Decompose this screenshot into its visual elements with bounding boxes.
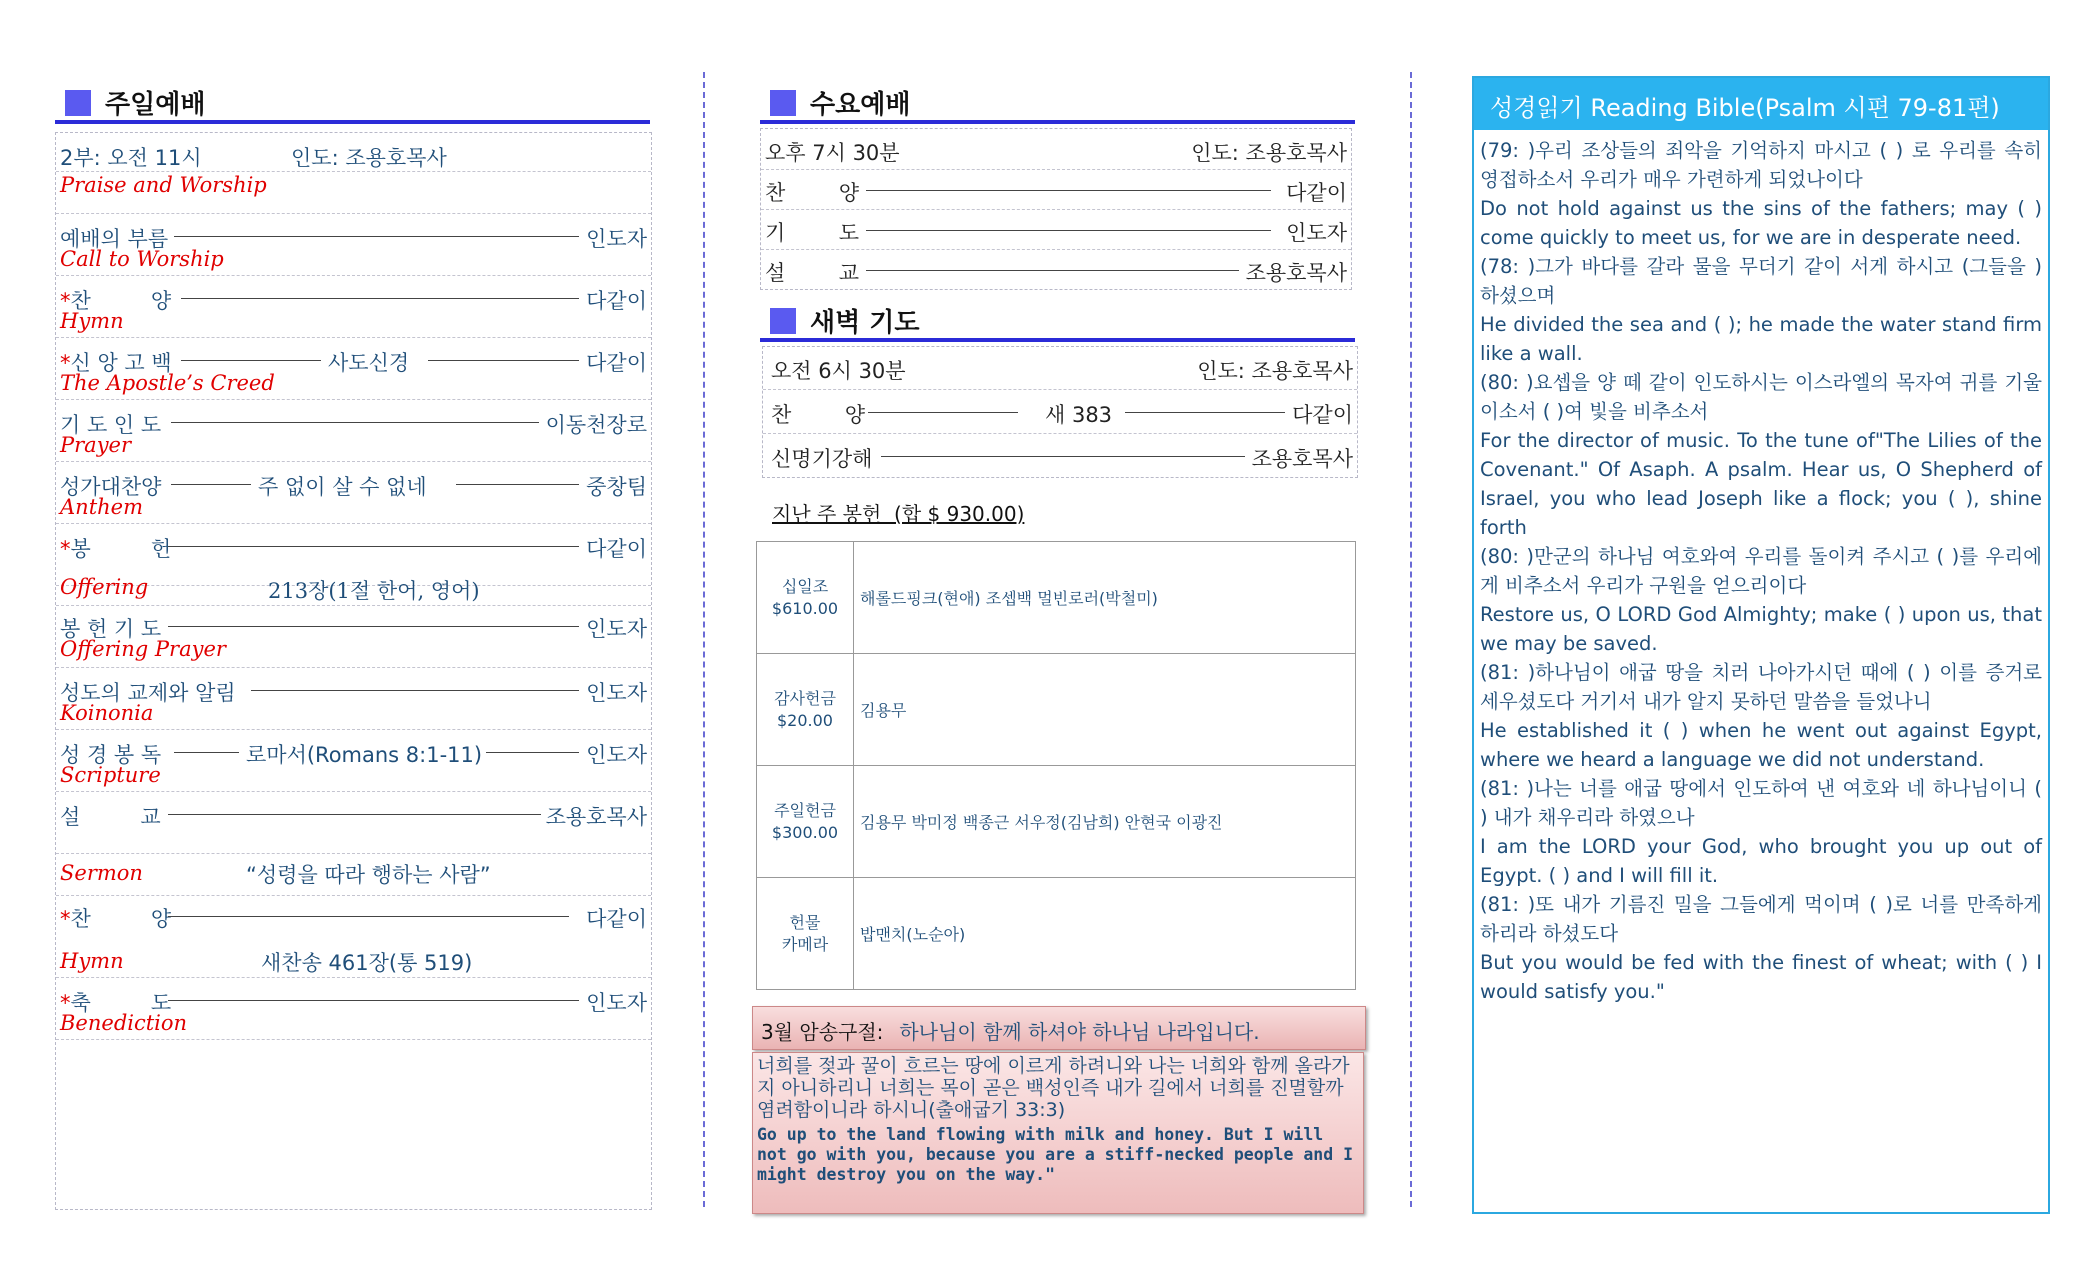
square-bullet-icon xyxy=(65,90,91,116)
stand-marker: * xyxy=(60,907,71,931)
order-item-detail: 주 없이 살 수 없네 xyxy=(258,475,427,499)
offering-category xyxy=(757,766,854,878)
wednesday-row-person: 인도자 xyxy=(1286,221,1347,245)
row-divider xyxy=(56,853,651,896)
wednesday-row-sermon xyxy=(761,249,1351,289)
order-item-english: Offering xyxy=(60,575,149,599)
praise-worship-label: Praise and Worship xyxy=(60,173,267,197)
bible-paragraph: He divided the sea and ( ); he made the water stand firm like a wall. xyxy=(1480,313,2042,365)
memory-verse-banner xyxy=(752,1006,1366,1050)
service-time-row xyxy=(56,133,651,172)
bible-paragraph: But you would be fed with the finest of wheat; with ( ) I would satisfy you." xyxy=(1480,951,2042,1003)
leader-line xyxy=(171,422,539,423)
dawn-prayer-title: 새벽 기도 xyxy=(810,308,920,338)
service-leader: 인도: 조용호목사 xyxy=(291,146,447,170)
wednesday-time-row xyxy=(761,129,1351,170)
order-item-label: 성도의 교제와 알림 xyxy=(60,681,236,705)
order-item-label: 축 도 xyxy=(70,991,172,1015)
leader-line xyxy=(251,690,579,691)
offering-category xyxy=(757,654,854,766)
offering-names: 해롤드핑크(현애) 조셉백 멀빈로러(박철미) xyxy=(854,542,1356,654)
order-item-english: Prayer xyxy=(60,433,132,457)
leader-line xyxy=(168,546,579,547)
sermon-title: “성령을 따라 행하는 사람” xyxy=(246,863,491,887)
bible-reading-body xyxy=(1480,136,2042,1006)
order-item-label: 찬 양 xyxy=(70,907,172,931)
wednesday-order-box xyxy=(760,128,1352,290)
wednesday-row-person: 조용호목사 xyxy=(1245,261,1347,285)
order-item-label: 성가대찬양 xyxy=(60,475,162,499)
leader-line xyxy=(174,752,239,753)
wednesday-service-header xyxy=(760,80,1355,124)
offering-table xyxy=(756,541,1356,990)
praise-worship-row xyxy=(56,171,651,214)
leader-line xyxy=(866,190,1271,191)
bible-reading-header xyxy=(1474,78,2048,130)
offering-amount: $20.00 xyxy=(777,710,833,730)
dawn-order-box xyxy=(762,346,1358,478)
order-item-person: 다같이 xyxy=(586,289,647,313)
order-item-english: Sermon xyxy=(60,861,143,885)
offering-row-tithe xyxy=(757,542,1356,654)
offering-amount: $300.00 xyxy=(771,822,839,842)
order-item-english: Call to Worship xyxy=(60,247,224,271)
dawn-time-row xyxy=(763,347,1357,390)
sunday-service-header xyxy=(55,80,650,124)
leader-line xyxy=(866,270,1239,271)
order-item-english: The Apostle’s Creed xyxy=(60,371,275,395)
wednesday-row-person: 다같이 xyxy=(1286,181,1347,205)
bible-paragraph: (81: )또 내가 기름진 밀을 그들에게 먹이며 ( )로 너를 만족하게 하리라 하셨도다 xyxy=(1480,893,2042,945)
order-item-person: 다같이 xyxy=(586,537,647,561)
sunday-order-box xyxy=(55,132,652,1210)
stand-marker: * xyxy=(60,991,71,1015)
offering-amount: 카메라 xyxy=(781,934,829,954)
leader-line xyxy=(181,360,321,361)
bible-paragraph: (80: )만군의 하나님 여호와여 우리를 돌이켜 주시고 ( )를 우리에게 비추소서 우리가 구원을 얻으리이다 xyxy=(1480,545,2042,597)
order-item-english: Koinonia xyxy=(60,701,154,725)
order-item-benediction xyxy=(56,977,651,1040)
order-item-note: 213장(1절 한어, 영어) xyxy=(268,579,480,603)
memory-verse-box xyxy=(752,1052,1364,1214)
bible-paragraph: (81: )하나님이 애굽 땅을 치러 나아가시던 때에 ( ) 이를 증거로 세우셨도다 거기서 내가 알지 못하던 말씀을 들었나니 xyxy=(1480,661,2042,713)
wednesday-row-label: 찬 양 xyxy=(765,181,859,205)
wednesday-leader: 인도: 조용호목사 xyxy=(1191,141,1347,165)
order-item-label-wrap xyxy=(60,533,171,563)
order-item-sermon xyxy=(56,791,651,854)
memory-verse-label: 3월 암송구절: xyxy=(761,1020,884,1044)
leader-line xyxy=(1125,412,1285,413)
order-item-english: Benediction xyxy=(60,1011,188,1035)
bible-paragraph: Restore us, O LORD God Almighty; make ( ) upon us, that we may be saved. xyxy=(1480,603,2042,655)
order-item-hymn-1 xyxy=(56,275,651,338)
dawn-lecture-label: 신명기강해 xyxy=(771,447,873,471)
memory-verse-korean: 너희를 젖과 꿀이 흐르는 땅에 이르게 하려니와 나는 너희와 함께 올라가지 아니하리니 너희는 목이 곧은 백성인즉 내가 길에서 너희를 진멸할까 염려함이니라 하시니(출애굽기 33:3) xyxy=(757,1055,1350,1121)
offering-category xyxy=(757,878,854,990)
offering-amount: $610.00 xyxy=(771,598,839,618)
order-item-label: 예배의 부름 xyxy=(60,227,169,251)
leader-line xyxy=(174,236,579,237)
offering-label: 주일헌금 xyxy=(774,800,836,820)
bible-paragraph: I am the LORD your God, who brought you up out of Egypt. ( ) and I will fill it. xyxy=(1480,835,2042,887)
dawn-lecture-row xyxy=(763,433,1357,477)
bible-paragraph: (81: )나는 너를 애굽 땅에서 인도하여 낸 여호와 네 하나님이니 ( ) 내가 채우리라 하였으나 xyxy=(1480,777,2042,829)
order-item-person: 인도자 xyxy=(586,227,647,251)
order-item-label: 봉 헌 xyxy=(70,537,172,561)
offering-label: 감사헌금 xyxy=(774,688,836,708)
order-item-detail: 로마서(Romans 8:1-11) xyxy=(246,743,483,767)
offering-names: 김용무 xyxy=(854,654,1356,766)
order-item-creed xyxy=(56,337,651,400)
order-item-person: 인도자 xyxy=(586,681,647,705)
bible-paragraph: He established it ( ) when he went out against Egypt, where we heard a language we did not understand. xyxy=(1480,719,2042,771)
square-bullet-icon xyxy=(770,90,796,116)
service-time: 2부: 오전 11시 xyxy=(60,146,202,170)
offering-label: 십일조 xyxy=(781,576,829,596)
order-item-scripture xyxy=(56,729,651,792)
order-item-anthem xyxy=(56,461,651,524)
order-item-call-to-worship xyxy=(56,213,651,276)
column-divider-2 xyxy=(1410,72,1412,1207)
order-item-person: 다같이 xyxy=(586,907,647,931)
order-item-label: 찬 양 xyxy=(70,289,172,313)
dawn-hymn-row xyxy=(763,389,1357,434)
order-item-label: 설 교 xyxy=(60,805,161,829)
order-item-person: 이동천장로 xyxy=(545,413,647,437)
order-item-person: 중창팀 xyxy=(586,475,647,499)
bible-paragraph: (79: )우리 조상들의 죄악을 기억하지 마시고 ( ) 로 우리를 속히 영접하소서 우리가 매우 가련하게 되었나이다 xyxy=(1480,139,2042,191)
order-item-person: 조용호목사 xyxy=(545,805,647,829)
stand-marker: * xyxy=(60,351,71,375)
offering-row-thanks xyxy=(757,654,1356,766)
order-item-english: Offering Prayer xyxy=(60,637,226,661)
dawn-hymn-person: 다같이 xyxy=(1292,403,1353,427)
order-item-english: Anthem xyxy=(60,495,143,519)
row-divider xyxy=(56,927,651,978)
leader-line xyxy=(171,484,251,485)
offering-title: 지난 주 봉헌 (합 $ 930.00) xyxy=(772,502,1025,526)
wednesday-row-label: 기 도 xyxy=(765,221,859,245)
order-item-person: 다같이 xyxy=(586,351,647,375)
leader-line xyxy=(168,1000,579,1001)
wednesday-row-label: 설 교 xyxy=(765,261,859,285)
dawn-leader: 인도: 조용호목사 xyxy=(1197,359,1353,383)
dawn-time: 오전 6시 30분 xyxy=(771,359,906,383)
dawn-lecture-person: 조용호목사 xyxy=(1251,447,1353,471)
order-item-person: 인도자 xyxy=(586,743,647,767)
hymn-number: 새찬송 461장(통 519) xyxy=(261,951,473,975)
order-item-detail: 사도신경 xyxy=(328,351,410,375)
order-item-prayer xyxy=(56,399,651,462)
wednesday-row-hymn xyxy=(761,169,1351,210)
order-item-person: 인도자 xyxy=(586,991,647,1015)
stand-marker: * xyxy=(60,537,71,561)
leader-line xyxy=(868,412,1018,413)
wednesday-time: 오후 7시 30분 xyxy=(765,141,900,165)
wednesday-service-title: 수요예배 xyxy=(810,90,911,120)
offering-names: 김용무 박미정 백종근 서우정(김남희) 안현국 이광진 xyxy=(854,766,1356,878)
leader-line xyxy=(456,484,579,485)
bible-paragraph: Do not hold against us the sins of the fathers; may ( ) come quickly to meet us, for we are in desperate need. xyxy=(1480,197,2042,249)
offering-names: 밥맨치(노순아) xyxy=(854,878,1356,990)
order-item-person: 인도자 xyxy=(586,617,647,641)
order-item-english: Hymn xyxy=(60,309,124,333)
dawn-hymn-number: 새 383 xyxy=(1045,403,1113,427)
column-divider-1 xyxy=(703,72,705,1207)
leader-line xyxy=(866,230,1271,231)
order-item-label: 봉 헌 기 도 xyxy=(60,617,162,641)
bible-paragraph: For the director of music. To the tune of"The Lilies of the Covenant." Of Asaph. A psalm. Hear us, O Shepherd of Israel, you who lead Joseph like a flock; you ( ), shine forth xyxy=(1480,429,2042,539)
square-bullet-icon xyxy=(770,308,796,334)
order-item-offering-prayer xyxy=(56,605,651,668)
bible-paragraph: (80: )요셉을 양 떼 같이 인도하시는 이스라엘의 목자여 귀를 기울이소서 ( )여 빛을 비추소서 xyxy=(1480,371,2042,423)
sunday-service-title: 주일예배 xyxy=(105,90,206,120)
leader-line xyxy=(181,298,579,299)
bible-reading-title: 성경읽기 Reading Bible(Psalm 시편 79-81편) xyxy=(1490,94,2000,122)
wednesday-row-prayer xyxy=(761,209,1351,250)
leader-line xyxy=(486,752,579,753)
leader-line xyxy=(881,456,1245,457)
stand-marker: * xyxy=(60,289,71,313)
order-item-english: Hymn xyxy=(60,949,124,973)
order-item-label: 신 앙 고 백 xyxy=(70,351,172,375)
leader-line xyxy=(168,916,569,917)
offering-row-gift xyxy=(757,878,1356,990)
dawn-hymn-label: 찬 양 xyxy=(771,403,865,427)
dawn-prayer-header xyxy=(760,298,1355,342)
order-item-koinonia xyxy=(56,667,651,730)
leader-line xyxy=(168,626,579,627)
memory-verse-english: Go up to the land flowing with milk and honey. But I will not go with you, because you are a stiff-necked people and I might destroy you on the way." xyxy=(757,1125,1354,1184)
offering-label: 헌물 xyxy=(789,912,821,932)
order-item-label: 성 경 봉 독 xyxy=(60,743,162,767)
order-item-english: Scripture xyxy=(60,763,161,787)
offering-row-sunday xyxy=(757,766,1356,878)
offering-category xyxy=(757,542,854,654)
bible-reading-panel xyxy=(1472,76,2050,1214)
memory-verse-theme: 하나님이 함께 하셔야 하나님 나라입니다. xyxy=(893,1020,1260,1044)
bible-paragraph: (78: )그가 바다를 갈라 물을 무더기 같이 서게 하시고 (그들을 ) 하셨으며 xyxy=(1480,255,2042,307)
order-item-label: 기 도 인 도 xyxy=(60,413,162,437)
leader-line xyxy=(428,360,579,361)
leader-line xyxy=(168,814,541,815)
